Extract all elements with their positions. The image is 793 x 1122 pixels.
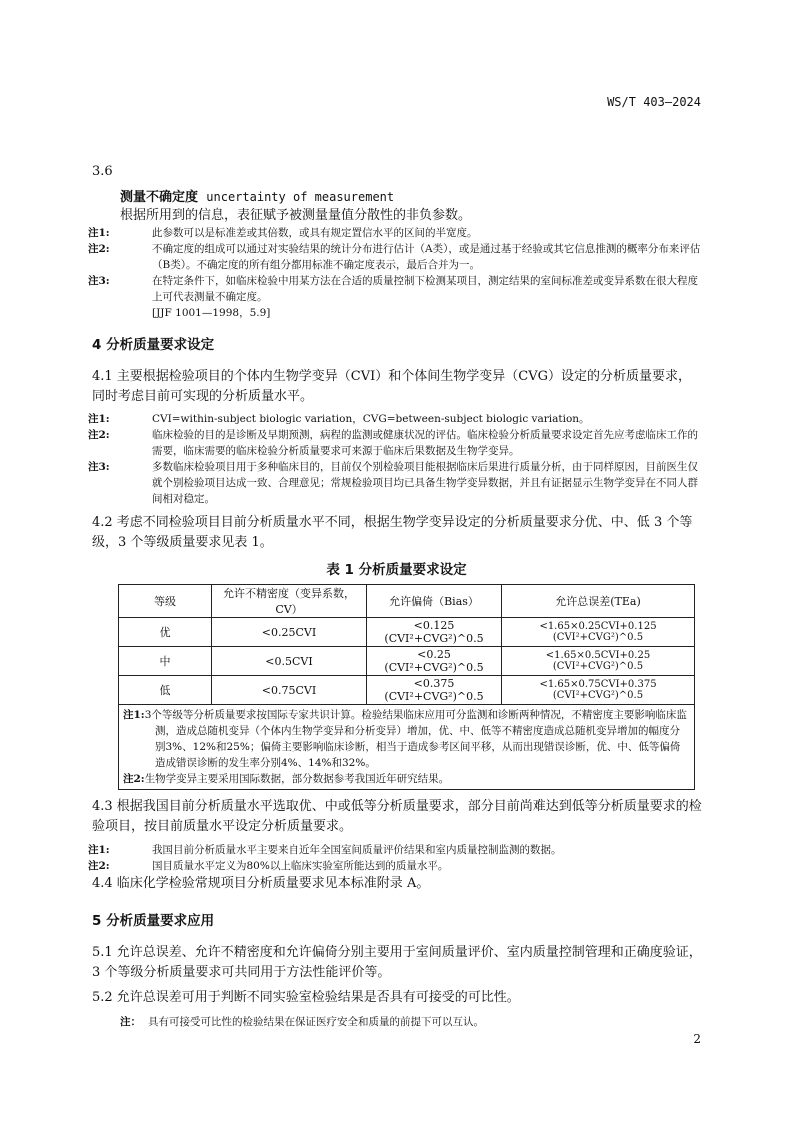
clause-number: 3.6: [92, 164, 113, 179]
term-definition: 根据所用到的信息，表征赋予被测量量值分散性的非负参数。: [120, 208, 472, 223]
table-row: [119, 676, 695, 705]
term-heading: [120, 187, 702, 208]
table-row: [119, 618, 695, 647]
note-3: 注3: 在特定条件下，如临床检验中用某方法在合适的质量控制下检测某项目，测定结果的室间标准差或变异系数在很大程度上可代表测量不确定度。: [88, 275, 698, 303]
table-cell: <0.25CVI: [212, 618, 367, 647]
section-4-title: 4 分析质量要求设定: [92, 337, 215, 353]
para-4-2: 4.2 考虑不同检验项目目前分析质量水平不同，根据生物学变异设定的分析质量要求分优、中、低 3 个等级，3 个等级质量要求见表 1。: [92, 515, 693, 550]
table-cell: <0.75CVI: [212, 676, 367, 705]
para-4-3: 4.3 根据我国目前分析质量水平选取优、中或低等分析质量要求，部分目前尚难达到低等分析质量要求的检验项目，按目前质量水平设定分析质量要求。: [92, 799, 702, 834]
para-5-1: 5.1 允许总误差、允许不精密度和允许偏倚分别主要用于室间质量评价、室内质量控制管理和正确度验证，3 个等级分析质量要求可共同用于方法性能评价等。: [92, 945, 702, 980]
table-notes: [119, 705, 695, 790]
table-cell: 低: [119, 676, 212, 705]
note-3: 注3: 多数临床检验项目用于多种临床目的，目前仅个别检验项目能根据临床后果进行质量分析，由于同样原因，目前医生仅就个别检验项目达成一致、合理意见；常规检验项目均已具备生物学变异数据，并且有证据显示生物学变异在不同人群间相对稳定。: [88, 461, 698, 505]
table-note-1: 注1:3个等级等分析质量要求按国际专家共识计算。检验结果临床应用可分监测和诊断两种情况，不精密度主要影响临床监测，造成总随机变异（个体内生物学变异和分析变异）增加，优、中、低等不精密度造成总随机变异增加的幅度分别3%、12%和25%；偏倚主要影响临床诊断，相当于造成参考区间平移，从而出现错误诊断，优、中、低等偏倚造成错误诊断的发生率分别4%、14%和32%。: [123, 709, 687, 769]
note-1: 注1: 此参数可以是标准差或其倍数，或具有规定置信水平的区间的半宽度。: [88, 227, 478, 239]
table-notes-row: [119, 705, 695, 790]
table-cell: <1.65×0.25CVI+0.125 (CVI²+CVG²)^0.5: [502, 618, 695, 647]
table-cell: 优: [119, 618, 212, 647]
term-cn: 测量不确定度: [120, 190, 199, 205]
note-1: 注1: 我国目前分析质量水平主要来自近年全国室间质量评价结果和室内质量控制监测的数据。: [88, 844, 562, 856]
para-4-3-notes: [88, 842, 702, 874]
para-4-1: 4.1 主要根据检验项目的个体内生物学变异（CVI）和个体间生物学变异（CVG）设定的分析质量要求，同时考虑目前可实现的分析质量水平。: [92, 369, 691, 404]
table-row: [119, 647, 695, 676]
table-header: 允许总误差(TEa): [502, 585, 695, 618]
table-cell: <0.375 (CVI²+CVG²)^0.5: [367, 676, 502, 705]
note-2: 注2: 国目质量水平定义为80%以上临床实验室所能达到的质量水平。: [88, 860, 449, 872]
table-header-row: [119, 585, 695, 618]
para-5-2: 5.2 允许总误差可用于判断不同实验室检验结果是否具有可接受的可比性。: [92, 990, 520, 1005]
note-2: 注2: 不确定度的组成可以通过对实验结果的统计分布进行估计（A类），或是通过基于经验或其它信息推测的概率分布来评估（B类）。不确定度的所有组分都用标准不确定度表示，最后合并为一。: [88, 243, 701, 271]
table-cell: <1.65×0.5CVI+0.25 (CVI²+CVG²)^0.5: [502, 647, 695, 676]
table-cell: <0.5CVI: [212, 647, 367, 676]
table-header: 等级: [119, 585, 212, 618]
table-cell: <0.125 (CVI²+CVG²)^0.5: [367, 618, 502, 647]
note-2: 注2: 临床检验的目的是诊断及早期预测，病程的监测或健康状况的评估。临床检验分析质量要求设定首先应考虑临床工作的需要，临床需要的临床检验分析质量要求可来源于临床后果数据及生物学变异。: [88, 429, 698, 457]
quality-table: [118, 584, 695, 790]
para-4-4: 4.4 临床化学检验常规项目分析质量要求见本标准附录 A。: [92, 876, 430, 891]
table-note-2: 注2:生物学变异主要采用国际数据，部分数据参考我国近年研究结果。: [123, 773, 450, 785]
table-header: 允许偏倚（Bias）: [367, 585, 502, 618]
table-header: 允许不精密度（变异系数，CV）: [212, 585, 367, 618]
table-cell: 中: [119, 647, 212, 676]
reference: [JJF 1001—1998，5.9]: [152, 307, 271, 319]
term-notes: [88, 225, 702, 321]
table-cell: <0.25 (CVI²+CVG²)^0.5: [367, 647, 502, 676]
table-title: 表 1 分析质量要求设定: [326, 562, 467, 578]
note-1: 注1: CVI=within-subject biologic variation，CVG=between-subject biologic variation。: [88, 413, 590, 425]
para-4-1-notes: [88, 411, 702, 507]
table-cell: <1.65×0.75CVI+0.375 (CVI²+CVG²)^0.5: [502, 676, 695, 705]
section-5-title: 5 分析质量要求应用: [92, 913, 215, 929]
para-5-2-note: 注： 具有可接受可比性的检验结果在保证医疗安全和质量的前提下可以互认。: [120, 1016, 484, 1028]
document-code: WS/T 403—2024: [607, 95, 701, 109]
term-en: uncertainty of measurement: [206, 190, 395, 204]
page-number: 2: [693, 1032, 701, 1046]
